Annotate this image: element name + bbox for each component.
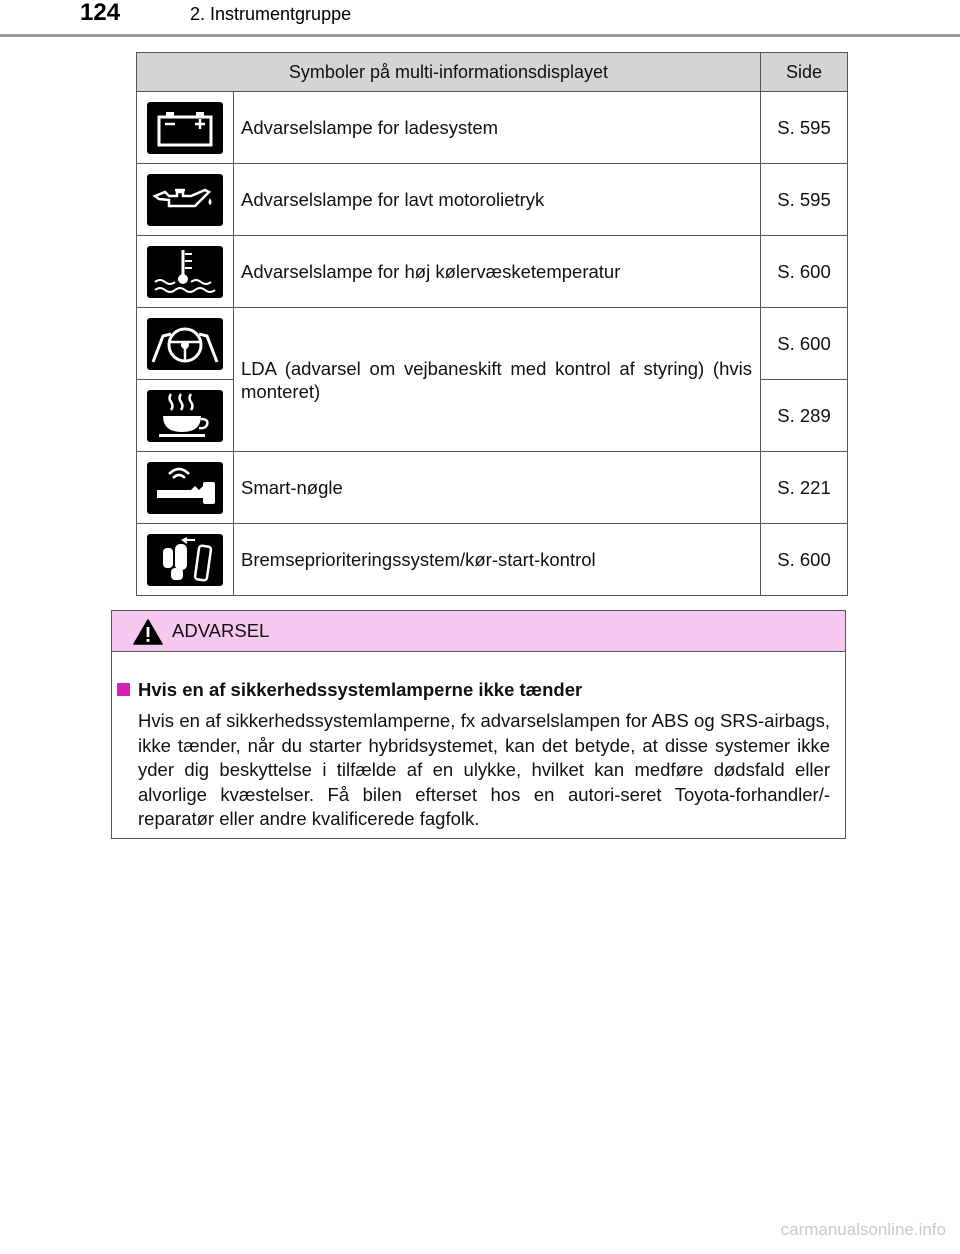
row-page-ref: S. 600 [761, 308, 848, 380]
warning-title: Hvis en af sikkerhedssystemlamperne ikke tænder [138, 679, 583, 700]
table-row [137, 308, 848, 380]
footer-watermark: carmanualsonline.info [780, 1220, 946, 1239]
table-header-row [137, 53, 848, 92]
table-row [137, 92, 848, 164]
symbol-column-header: Symboler på multi-informationsdisplayet [137, 53, 761, 92]
row-description: Smart-nøgle [234, 452, 761, 524]
row-description: LDA (advarsel om vejbaneskift med kontrol af styring) (hvis monteret) [234, 308, 761, 452]
page-column-header: Side [761, 53, 848, 92]
warning-triangle-icon [133, 619, 163, 645]
row-description: Advarselslampe for ladesystem [234, 92, 761, 164]
table-row [137, 452, 848, 524]
table-row [137, 164, 848, 236]
brake-override-icon [147, 534, 223, 586]
symbol-table [136, 52, 848, 596]
row-description: Advarselslampe for høj kølervæsketemperatur [234, 236, 761, 308]
row-page-ref: S. 289 [761, 380, 848, 452]
coffee-cup-icon [147, 390, 223, 442]
table-row [137, 524, 848, 596]
row-page-ref: S. 221 [761, 452, 848, 524]
header-divider [0, 34, 960, 37]
warning-box [111, 610, 846, 839]
section-title: 2. Instrumentgruppe [190, 4, 352, 24]
row-page-ref: S. 600 [761, 236, 848, 308]
coolant-temperature-icon [147, 246, 223, 298]
page-number: 124 [80, 0, 121, 26]
bullet-square-icon [117, 683, 130, 696]
row-page-ref: S. 595 [761, 92, 848, 164]
warning-header [112, 611, 845, 652]
oil-can-icon [147, 174, 223, 226]
row-description: Bremseprioriteringssystem/kør-start-kontrol [234, 524, 761, 596]
row-page-ref: S. 595 [761, 164, 848, 236]
warning-text: Hvis en af sikkerhedssystemlamperne, fx advarselslampen for ABS og SRS-airbags, ikke tænder, når du starter hybridsystemet, kan det betyde, at disse systemer ikke yder dig beskyttelse i tilfælde af en ulykke, hvilket kan medføre dødsfald eller alvorlige kvæstelser. Få bilen efterset hos en autori-seret Toyota-forhandler/-reparatør eller andre kvalificerede fagfolk. [138, 710, 830, 829]
row-description: Advarselslampe for lavt motorolietryk [234, 164, 761, 236]
warning-label: ADVARSEL [172, 620, 270, 641]
table-row [137, 236, 848, 308]
battery-icon [147, 102, 223, 154]
smart-key-icon [147, 462, 223, 514]
hands-on-steering-wheel-icon [147, 318, 223, 370]
row-page-ref: S. 600 [761, 524, 848, 596]
